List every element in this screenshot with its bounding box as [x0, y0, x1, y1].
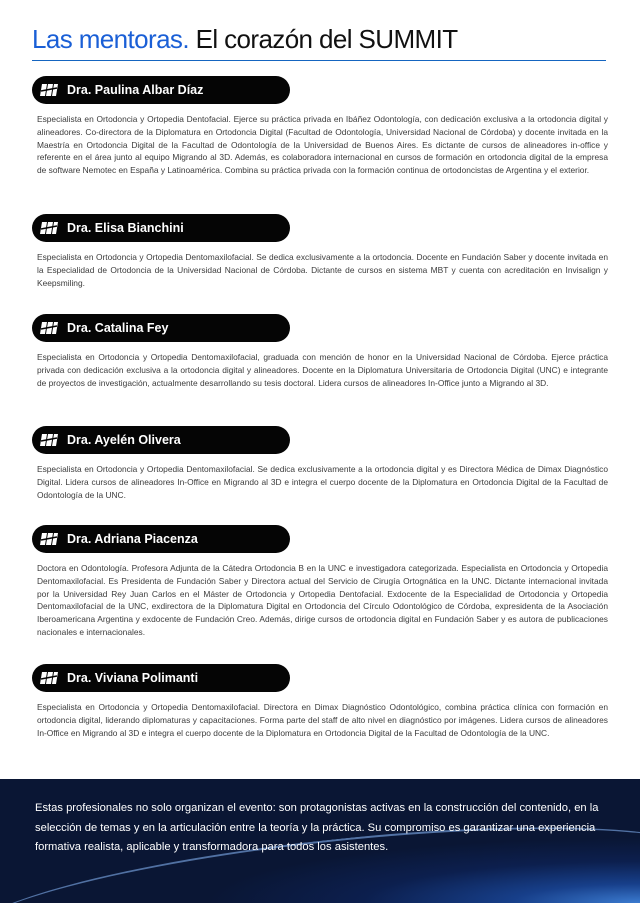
mentor-name-banner [32, 664, 290, 692]
mentor-bio: Especialista en Ortodoncia y Ortopedia Dentofacial. Ejerce su práctica privada en Ibáñez Odontología, con dedicación exclusiva a la ortodoncia digital y alineadores. Co-directora de la Diplomatura en Ortodoncia Digital (Facultad de Odontología, Universidad Nacional de Córdoba) y docente invitada en la Maestría en Ortodoncia Digital de la Facultad de Odontología de la Universidad de Buenos Aires. Es dictante de cursos de alineadores in-office y referente en el área junto al equipo Migrando al 3D. Además, es colaboradora internacional en cursos de formación en ortodoncia digital de la empresa de software Nemotec en España y Latinoamérica. Combina su práctica privada con la formación continua de ortodoncistas de Argentina y el exterior. [37, 114, 608, 176]
page-header [32, 24, 606, 61]
mentor-card [32, 214, 608, 289]
summit-logo-icon [39, 668, 59, 688]
summit-logo-icon [39, 529, 59, 549]
footer-banner [0, 779, 640, 903]
page-title [32, 24, 606, 54]
mentor-bio: Especialista en Ortodoncia y Ortopedia Dentomaxilofacial. Se dedica exclusivamente a la ortodoncia digital y es Directora Médica de Dimax Diagnóstico Digital. Lidera cursos de alineadores In-Office en Migrando al 3D e integra el cuerpo docente de la Diplomatura en Ortodoncia Digital de la Facultad de Odontología de la UNC. [37, 464, 608, 500]
mentor-name: Dra. Paulina Albar Díaz [67, 83, 204, 97]
mentor-card [32, 426, 608, 501]
mentor-card [32, 525, 608, 639]
footer-statement: Estas profesionales no solo organizan el evento: son protagonistas activas en la construcción del contenido, en la selección de temas y en la articulación entre la teoría y la práctica. Su compromiso es garantizar una experiencia formativa realista, aplicable y transformadora para todos los asistentes. [35, 802, 599, 853]
mentor-name: Dra. Ayelén Olivera [67, 433, 181, 447]
mentor-bio: Especialista en Ortodoncia y Ortopedia Dentomaxilofacial, graduada con mención de honor en la Universidad Nacional de Córdoba. Ejerce práctica privada con dedicación exclusiva a la ortodoncia digital y alineadores. Docente en la Diplomatura Universitaria de Ortodoncia Digital (UNC) e integrante de proyectos de investigación, actualmente desarrollando su tesis doctoral. Lidera cursos de alineadores In-Office junto a Migrando al 3D. [37, 352, 608, 388]
mentor-name-banner [32, 426, 290, 454]
mentor-bio: Doctora en Odontología. Profesora Adjunta de la Cátedra Ortodoncia B en la UNC e investigadora categorizada. Especialista en Ortodoncia y Ortopedia Dentomaxilofacial. Es Presidenta de Fundación Saber y Directora actual del Servicio de Cirugía Ortognática en la UNC. Dictante internacional invitada por la Universidad Rey Juan Carlos en el Máster de Ortodoncia y Ortopedia Dentofacial. Exdocente de la Especialidad de Ortodoncia y Ortopedia Dentomaxilofacial de la UNC, exdirectora de la Diplomatura Digital en Ortodoncia del Círculo Odontológico de Córdoba, expresidenta de la Asociación Iberoamericana Argentina y exdocente de Fundación Creo. Además, dirige cursos de ortodoncia digital en Fundación Saber y es autora de publicaciones nacionales e internacionales. [37, 563, 608, 637]
mentor-name: Dra. Adriana Piacenza [67, 532, 198, 546]
summit-logo-icon [39, 318, 59, 338]
summit-logo-icon [39, 218, 59, 238]
mentor-name-banner [32, 214, 290, 242]
mentor-card [32, 314, 608, 389]
mentor-card [32, 664, 608, 739]
mentor-bio: Especialista en Ortodoncia y Ortopedia Dentomaxilofacial. Se dedica exclusivamente a la ortodoncia. Docente en Fundación Saber y docente invitada en la Especialidad de Ortodoncia de la Universidad Nacional de Córdoba. Dictante de cursos en sistema MBT y cuenta con acreditación en Invisalign y Keepsmiling. [37, 252, 608, 288]
mentor-name: Dra. Elisa Bianchini [67, 221, 184, 235]
mentor-name-banner [32, 314, 290, 342]
mentor-name: Dra. Catalina Fey [67, 321, 169, 335]
mentor-name-banner [32, 76, 290, 104]
mentor-card [32, 76, 608, 177]
mentor-name: Dra. Viviana Polimanti [67, 671, 199, 685]
mentor-bio: Especialista en Ortodoncia y Ortopedia Dentomaxilofacial. Directora en Dimax Diagnóstico Odontológico, combina práctica clínica con formación en ortodoncia digital, liderando diplomaturas y capacitaciones. Forma parte del staff de alto nivel en diagnóstico por imágenes. Lidera cursos de alineadores In-Office en Migrando al 3D e integra el cuerpo docente de la Diplomatura en Ortodoncia Digital de la Facultad de Odontología de la UNC. [37, 702, 608, 738]
summit-logo-icon [39, 430, 59, 450]
page-title-main: El corazón del SUMMIT [195, 24, 458, 54]
summit-logo-icon [39, 80, 59, 100]
mentor-name-banner [32, 525, 290, 553]
page-title-accent: Las mentoras. [32, 24, 189, 54]
